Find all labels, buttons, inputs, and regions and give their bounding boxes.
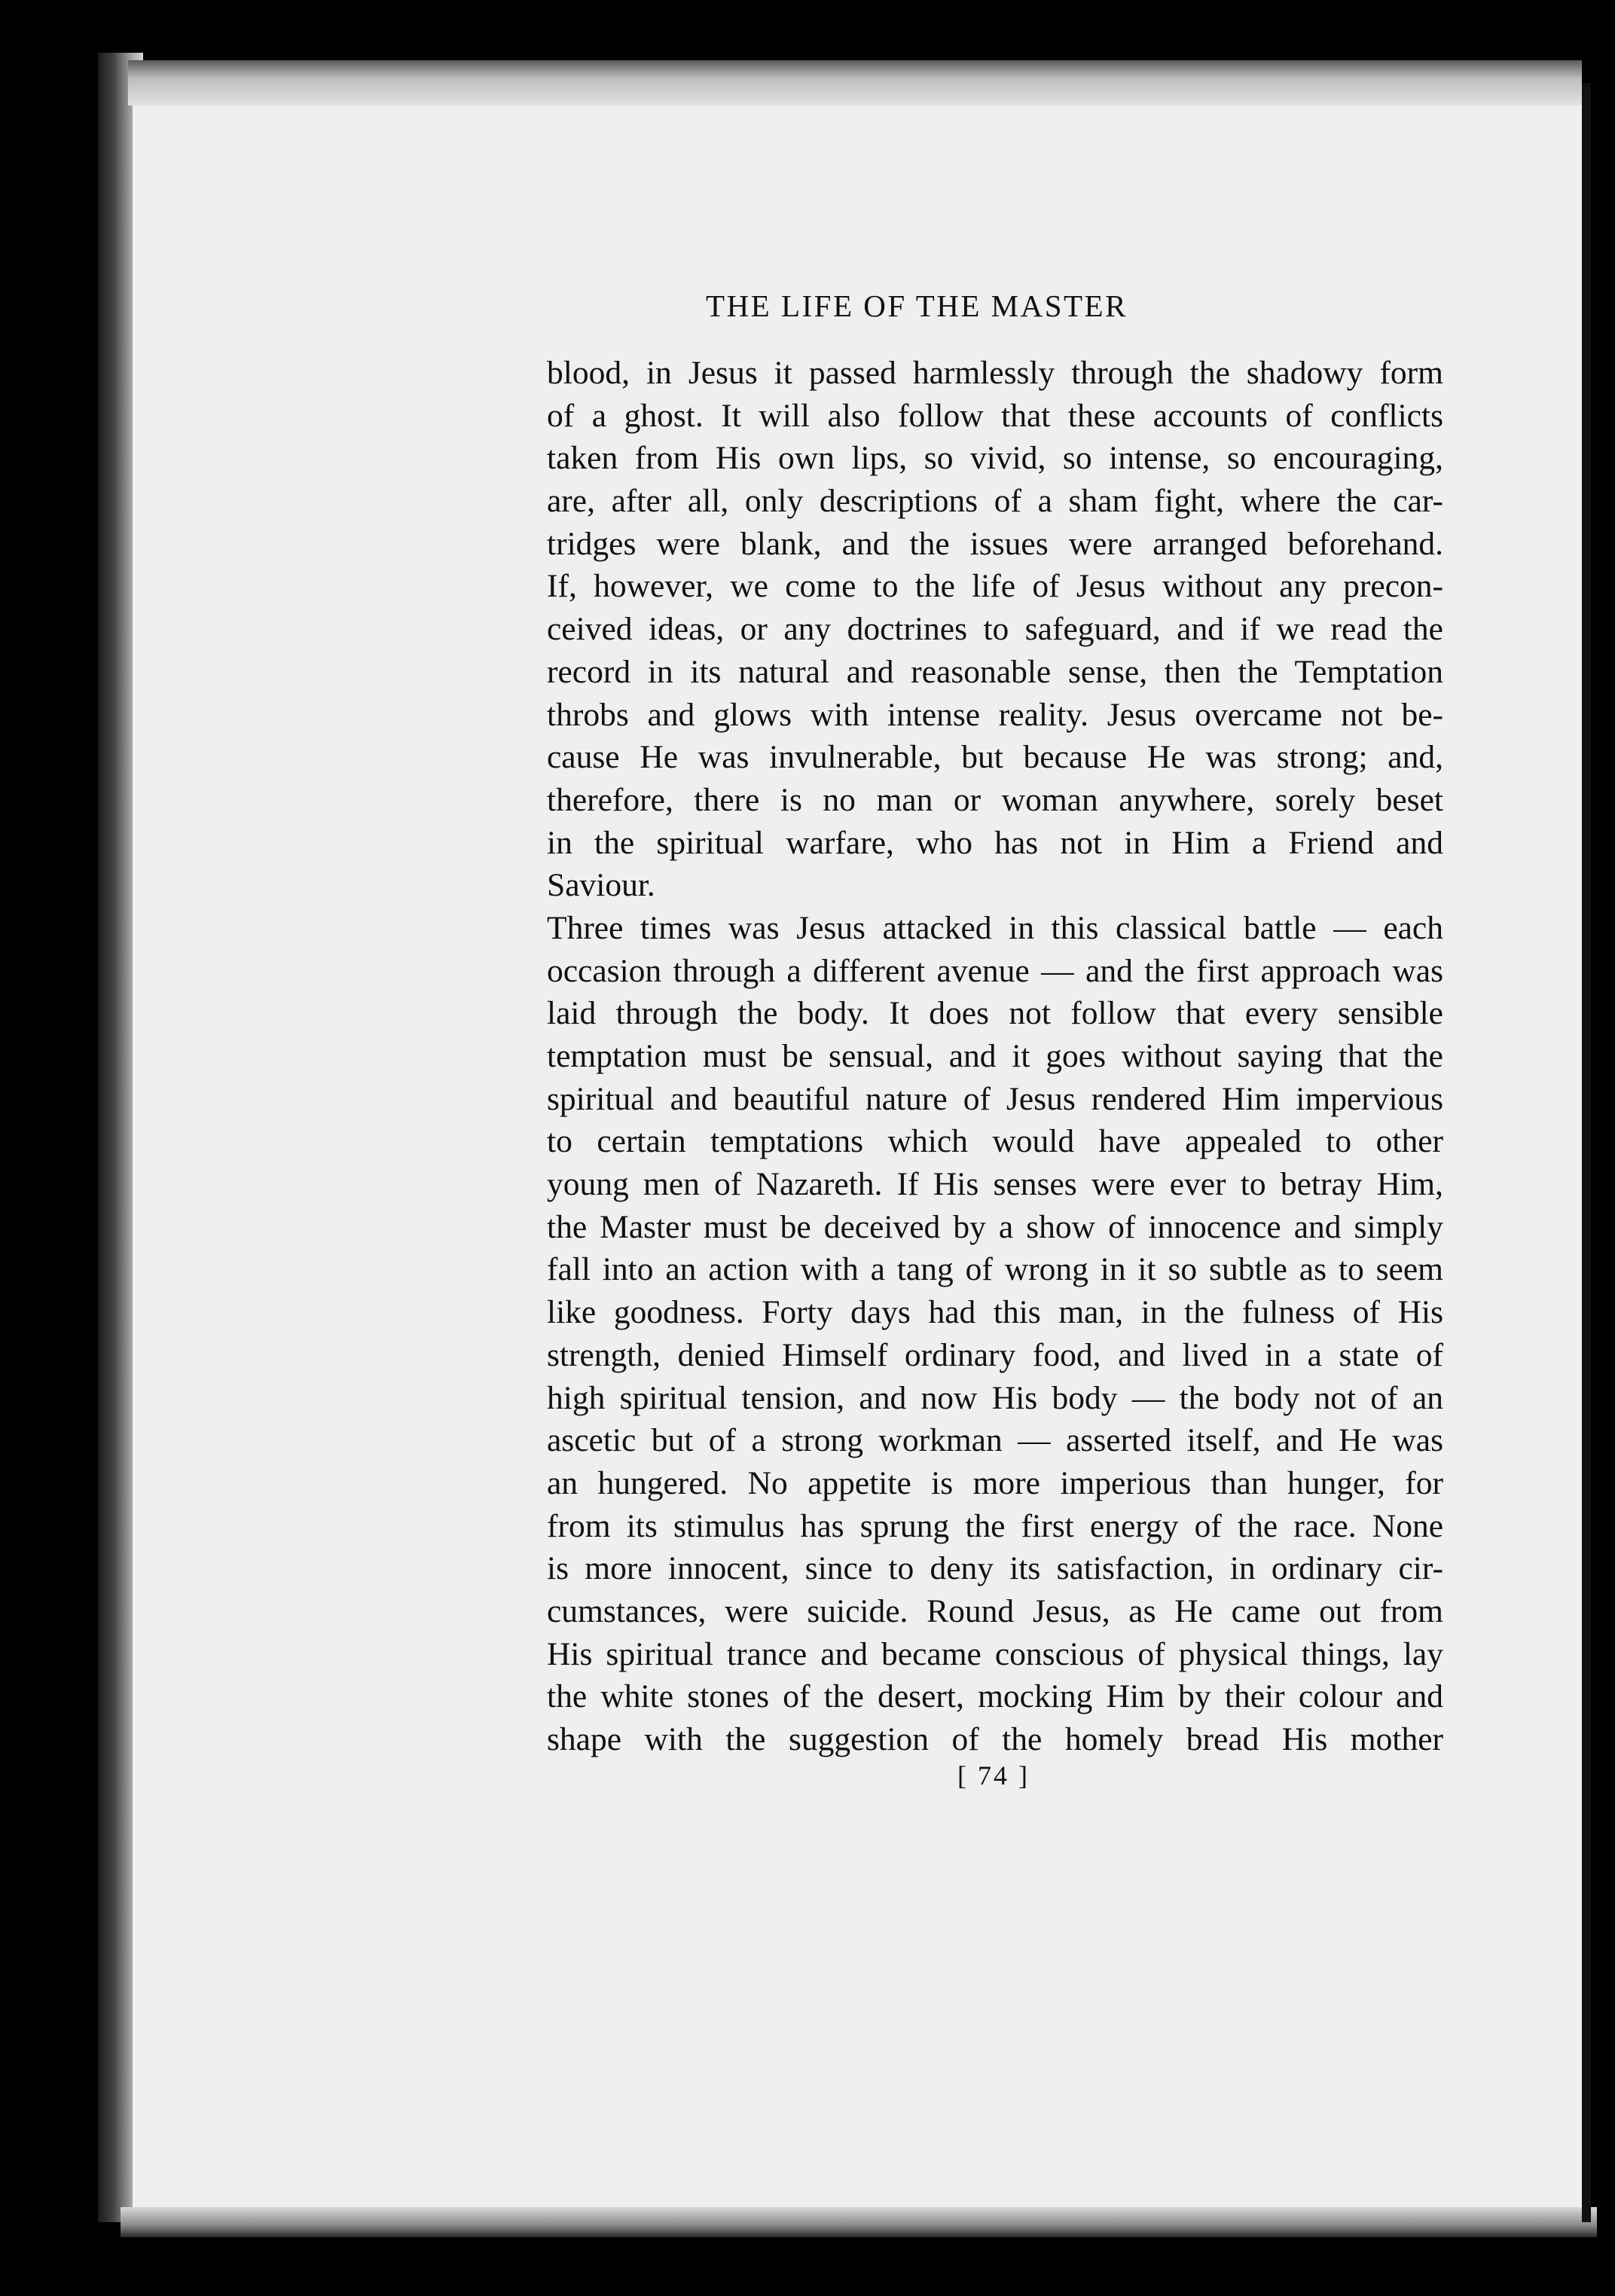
text-line: ceived ideas, or any doctrines to safeguard, and if we read the: [547, 611, 1443, 648]
text-line: ascetic but of a strong workman — asserted itself, and He was: [547, 1422, 1443, 1459]
text-line: Three times was Jesus attacked in this classical battle — each: [547, 909, 1443, 946]
text-line: occasion through a different avenue — and the first approach was: [547, 952, 1443, 989]
running-head: THE LIFE OF THE MASTER: [706, 289, 1128, 323]
text-line: shape with the suggestion of the homely bread His mother: [547, 1721, 1443, 1757]
text-line: high spiritual tension, and now His body — the body not of an: [547, 1379, 1443, 1416]
text-line: are, after all, only descriptions of a sham fight, where the car-: [547, 483, 1443, 520]
text-line: cumstances, were suicide. Round Jesus, as He came out from: [547, 1592, 1443, 1629]
text-line: tridges were blank, and the issues were arranged beforehand.: [547, 525, 1443, 562]
text-line: the Master must be deceived by a show of innocence and simply: [547, 1208, 1443, 1245]
text-line: temptation must be sensual, and it goes without saying that the: [547, 1038, 1443, 1074]
text-line: from its stimulus has sprung the first energy of the race. None: [547, 1507, 1443, 1544]
text-line: cause He was invulnerable, but because He was strong; and,: [547, 739, 1443, 776]
text-line: in the spiritual warfare, who has not in Him a Friend and: [547, 824, 1443, 861]
text-line: therefore, there is no man or woman anywhere, sorely beset: [547, 781, 1443, 818]
text-line: throbs and glows with intense reality. Jesus overcame not be-: [547, 696, 1443, 733]
text-line: is more innocent, since to deny its satisfaction, in ordinary cir-: [547, 1550, 1443, 1587]
text-line: Saviour.: [547, 867, 655, 904]
text-line: strength, denied Himself ordinary food, and lived in a state of: [547, 1336, 1443, 1373]
text-line: to certain temptations which would have appealed to other: [547, 1123, 1443, 1160]
text-line: spiritual and beautiful nature of Jesus rendered Him impervious: [547, 1080, 1443, 1117]
text-line: young men of Nazareth. If His senses were ever to betray Him,: [547, 1166, 1443, 1203]
text-line: record in its natural and reasonable sense, then the Temptation: [547, 653, 1443, 690]
text-line: fall into an action with a tang of wrong in it so subtle as to seem: [547, 1251, 1443, 1288]
text-line: of a ghost. It will also follow that these accounts of conflicts: [547, 397, 1443, 434]
page-edge-top: [128, 60, 1582, 105]
text-line: blood, in Jesus it passed harmlessly through the shadowy form: [547, 355, 1443, 391]
page-right-edge: [1582, 83, 1591, 2222]
text-line: like goodness. Forty days had this man, in the fulness of His: [547, 1294, 1443, 1331]
text-line: an hungered. No appetite is more imperious than hunger, for: [547, 1464, 1443, 1501]
text-line: taken from His own lips, so vivid, so intense, so encouraging,: [547, 440, 1443, 477]
body-text: [547, 352, 1443, 1761]
text-line: If, however, we come to the life of Jesus without any precon-: [547, 568, 1443, 605]
text-line: His spiritual trance and became conscious of physical things, lay: [547, 1635, 1443, 1672]
page-number: [ 74 ]: [957, 1760, 1030, 1791]
page-edge-bottom: [121, 2207, 1597, 2237]
text-line: laid through the body. It does not follow that every sensible: [547, 995, 1443, 1032]
text-line: the white stones of the desert, mocking Him by their colour and: [547, 1678, 1443, 1715]
